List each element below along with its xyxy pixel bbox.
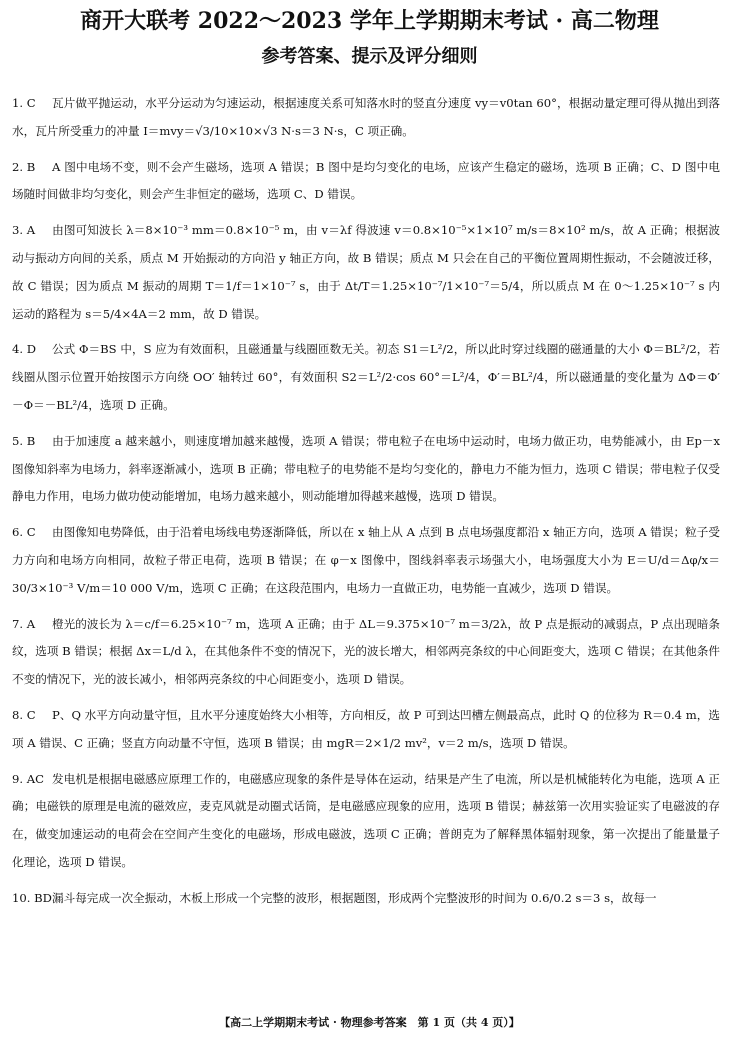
answer-number: 3. A: [12, 223, 36, 238]
answer-item-7: [12, 611, 720, 694]
answer-number: 5. B: [12, 433, 36, 448]
answer-item-2: [12, 154, 720, 210]
answer-number: 4. D: [12, 342, 37, 357]
answer-item-9: [12, 766, 720, 877]
answer-text: 由于加速度 a 越来越小，则速度增加越来越慢，选项 A 错误；带电粒子在电场中运动时，电场力做正功，电势能减小，由 Ep－x 图像知斜率为电场力，斜率逐渐减小，选项 B 正确；带电粒子的电势能不是均匀变化的，静电力不能为恒力，选项 C 错误；带电粒子仅受静电力作用，电场力做功使动能增加，电场力越来越小，则动能增加得越来越慢，选项 D 错误。: [12, 433, 720, 504]
answer-item-10: [12, 885, 720, 913]
answer-text: 橙光的波长为 λ＝c/f＝6.25×10⁻⁷ m，选项 A 正确；由于 ΔL＝9.375×10⁻⁷ m＝3/2λ，故 P 点是振动的减弱点，P 点出现暗条纹，选项 B 错误；根据 Δx＝L/d λ，在其他条件不变的情况下，光的波长增大，相邻两亮条纹的中心间距变大，选项 C 错误；在其他条件不变的情况下，光的波长减小，相邻两亮条纹的中心间距变小，选项 D 错误。: [12, 616, 720, 687]
answer-text: 由图像知电势降低，由于沿着电场线电势逐渐降低，所以在 x 轴上从 A 点到 B 点电场强度都沿 x 轴正方向，选项 A 错误；粒子受力方向和电场方向相同，故粒子带正电荷，选项 B 错误；在 φ－x 图像中，图线斜率表示场强大小，电场强度大小为 E＝U/d＝Δφ/x＝30/3×10⁻³ V/m＝10 000 V/m，选项 C 正确；在这段范围内，电场力一直做正功，电势能一直减少，选项 D 错误。: [12, 525, 720, 595]
page-footer: 【高二上学期期末考试 · 物理参考答案 第 1 页（共 4 页）】: [219, 1016, 520, 1029]
document-title: 商开大联考 2022～2023 学年上学期期末考试 · 高二物理: [80, 8, 659, 34]
answer-number: 7. A: [12, 616, 36, 631]
answer-item-8: [12, 702, 720, 758]
answer-text: P、Q 水平方向动量守恒，且水平分速度始终大小相等，方向相反，故 P 可到达凹槽左侧最高点，此时 Q 的位移为 R＝0.4 m，选项 A 错误、C 正确；竖直方向动量不守恒，选项 B 错误；由 mgR＝2×1/2 mv²，v＝2 m/s，选项 D 错误。: [12, 707, 720, 750]
answer-text: 公式 Φ＝BS 中，S 应为有效面积，且磁通量与线圈匝数无关。初态 S1＝L²/2，所以此时穿过线圈的磁通量的大小 Φ＝BL²/2，若线圈从图示位置开始按图示方向绕 OO′ 轴转过 60°，有效面积 S2＝L²/2·cos 60°＝L²/4，Φ′＝BL²/4，所以磁通量的变化量为 ΔΦ＝Φ′－Φ＝－BL²/4，选项 D 正确。: [12, 342, 720, 412]
answer-text: 发电机是根据电磁感应原理工作的，电磁感应现象的条件是导体在运动，结果是产生了电流，所以是机械能转化为电能，选项 A 正确；电磁铁的原理是电流的磁效应，麦克风就是动圈式话筒，是电磁感应现象的应用，选项 B 错误；赫兹第一次用实验证实了电磁波的存在，做变加速运动的电荷会在空间产生变化的电磁场，形成电磁波，选项 C 正确；普朗克为了解释黑体辐射现象，第一次提出了能量量子化理论，选项 D 错误。: [12, 771, 720, 869]
answer-item-3: [12, 217, 720, 328]
answer-number: 9. AC: [12, 771, 44, 786]
answer-number: 1. C: [12, 96, 36, 110]
answer-text: 瓦片做平抛运动，水平分运动为匀速运动，根据速度关系可知落水时的竖直分速度 vy＝v0tan 60°，根据动量定理可得从抛出到落水，瓦片所受重力的冲量 I＝mvy＝√3/10×10×√3 N·s＝3 N·s，C 项正确。: [12, 96, 720, 138]
document-subtitle: 参考答案、提示及评分细则: [261, 46, 478, 67]
answer-text: 由图可知波长 λ＝8×10⁻³ mm＝0.8×10⁻⁵ m，由 v＝λf 得波速 v＝0.8×10⁻⁵×1×10⁷ m/s＝8×10² m/s，故 A 正确；根据波动与振动方向间的关系，质点 M 开始振动的方向沿 y 轴正方向，故 B 错误；质点 M 只会在自己的平衡位置周期性振动，不会随波迁移，故 C 错误；因为质点 M 振动的周期 T＝1/f＝1×10⁻⁷ s，由于 Δt/T＝1.25×10⁻⁷/1×10⁻⁷＝5/4，所以质点 M 在 0～1.25×10⁻⁷ s 内运动的路程为 s＝5/4×4A＝2 mm，故 D 错误。: [12, 223, 720, 321]
answer-item-1: [12, 90, 720, 146]
answer-text: 漏斗每完成一次全振动，木板上形成一个完整的波形，根据题图，形成两个完整波形的时间为 0.6/0.2 s＝3 s，故每一: [52, 890, 657, 905]
answer-item-6: [12, 519, 720, 602]
answer-number: 2. B: [12, 159, 36, 174]
answer-number: 8. C: [12, 707, 36, 722]
answer-item-5: [12, 428, 720, 511]
answer-number: 6. C: [12, 525, 36, 540]
answer-list: [12, 90, 720, 913]
answer-number: 10. BD: [12, 890, 52, 905]
answer-text: A 图中电场不变，则不会产生磁场，选项 A 错误；B 图中是均匀变化的电场，应该产生稳定的磁场，选项 B 正确；C、D 图中电场随时间做非均匀变化，则会产生非恒定的磁场，选项 C、D 错误。: [12, 159, 720, 202]
answer-item-4: [12, 336, 720, 419]
